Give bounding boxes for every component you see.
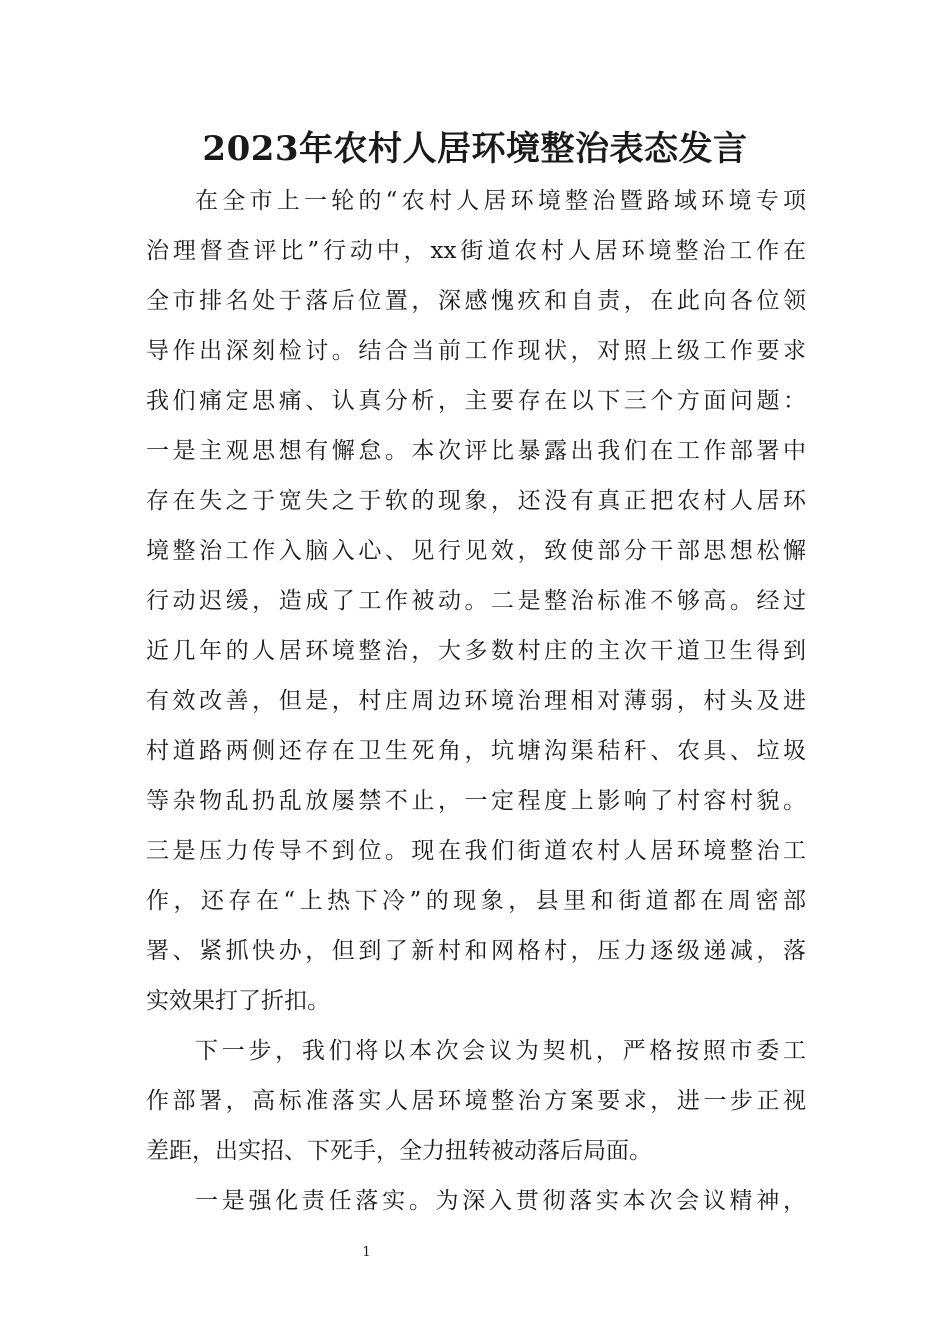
body-line: 差距，出实招、下死手，全力扭转被动落后局面。 [146,1138,652,1164]
body-line: 存在失之于宽失之于软的现象，还没有真正把农村人居环 [146,488,806,514]
body-line: 下一步，我们将以本次会议为契机，严格按照市委工 [195,1038,806,1064]
page-number: 1 [362,1245,371,1260]
body-line: 治理督查评比”行动中，xx街道农村人居环境整治工作在 [146,238,806,264]
body-line: 村道路两侧还存在卫生死角，坑塘沟渠秸秆、农具、垃圾 [146,738,806,764]
body-line: 等杂物乱扔乱放屡禁不止，一定程度上影响了村容村貌。 [146,788,806,814]
document-title: 2023年农村人居环境整治表态发言 [202,129,748,169]
body-line: 近几年的人居环境整治，大多数村庄的主次干道卫生得到 [146,638,806,664]
body-line: 有效改善，但是，村庄周边环境治理相对薄弱，村头及进 [146,688,806,714]
body-line: 三是压力传导不到位。现在我们街道农村人居环境整治工 [146,838,806,864]
body-line: 在全市上一轮的“农村人居环境整治暨路域环境专项 [195,188,806,214]
body-line: 行动迟缓，造成了工作被动。二是整治标准不够高。经过 [146,588,806,614]
body-line: 署、紧抓快办，但到了新村和网格村，压力逐级递减，落 [146,938,806,964]
body-line: 境整治工作入脑入心、见行见效，致使部分干部思想松懈 [146,538,806,564]
body-line: 作部署，高标准落实人居环境整治方案要求，进一步正视 [146,1088,806,1114]
body-line: 一是强化责任落实。为深入贯彻落实本次会议精神， [195,1188,806,1214]
body-line: 实效果打了折扣。 [146,988,330,1014]
body-line: 导作出深刻检讨。结合当前工作现状，对照上级工作要求 [146,338,806,364]
body-line: 一是主观思想有懈怠。本次评比暴露出我们在工作部署中 [146,438,806,464]
body-line: 作，还存在“上热下冷”的现象，县里和街道都在周密部 [146,888,806,914]
body-line: 我们痛定思痛、认真分析，主要存在以下三个方面问题： [146,388,806,414]
body-line: 全市排名处于落后位置，深感愧疚和自责，在此向各位领 [146,288,806,314]
